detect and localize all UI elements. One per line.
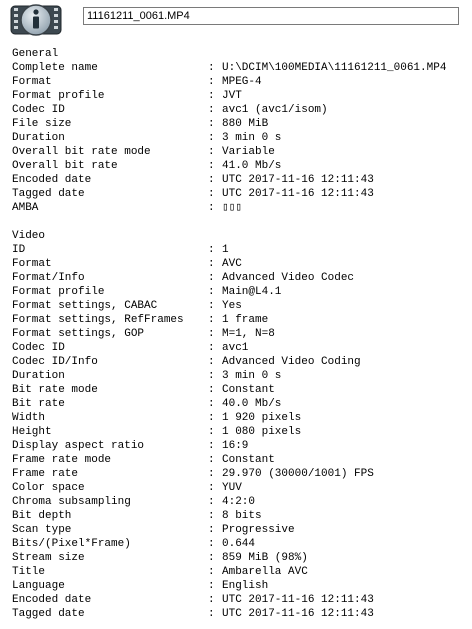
info-row: [12, 257, 468, 271]
field-separator: :: [208, 580, 215, 592]
info-row: [12, 299, 468, 313]
field-name: AMBA: [12, 202, 39, 214]
field-name: Scan type: [12, 524, 72, 536]
field-separator: :: [208, 356, 215, 368]
field-name: Format settings, GOP: [12, 328, 145, 340]
section-title: General: [12, 48, 59, 60]
field-name: File size: [12, 118, 72, 130]
field-name: Height: [12, 426, 52, 438]
info-row: [12, 593, 468, 607]
field-name: Tagged date: [12, 608, 85, 620]
info-row: [12, 439, 468, 453]
field-value: 29.970 (30000/1001) FPS: [222, 468, 374, 480]
info-row: [12, 481, 468, 495]
media-info-report: [12, 47, 468, 621]
field-value: M=1, N=8: [222, 328, 275, 340]
field-value: 40.0 Mb/s: [222, 398, 282, 410]
info-row: [12, 411, 468, 425]
info-icon[interactable]: [10, 2, 62, 38]
field-separator: :: [208, 510, 215, 522]
field-name: Overall bit rate: [12, 160, 118, 172]
field-value: 1 920 pixels: [222, 412, 302, 424]
info-row: [12, 75, 468, 89]
field-name: Bit depth: [12, 510, 72, 522]
field-value: 16:9: [222, 440, 249, 452]
info-row: [12, 103, 468, 117]
field-value: UTC 2017-11-16 12:11:43: [222, 608, 374, 620]
field-value: Constant: [222, 384, 275, 396]
field-separator: :: [208, 314, 215, 326]
field-value: Variable: [222, 146, 275, 158]
field-value: UTC 2017-11-16 12:11:43: [222, 594, 374, 606]
field-name: Format: [12, 76, 52, 88]
field-name: Complete name: [12, 62, 98, 74]
info-row: [12, 495, 468, 509]
field-value: 3 min 0 s: [222, 132, 282, 144]
field-value: 1: [222, 244, 229, 256]
field-value: U:\DCIM\100MEDIA\11161211_0061.MP4: [222, 62, 447, 74]
field-name: Codec ID: [12, 342, 65, 354]
section-spacer: [12, 215, 468, 229]
field-value: 41.0 Mb/s: [222, 160, 282, 172]
toolbar: [0, 0, 472, 40]
field-value: Yes: [222, 300, 242, 312]
field-name: Bit rate mode: [12, 384, 98, 396]
field-name: Format settings, CABAC: [12, 300, 158, 312]
info-row: [12, 145, 468, 159]
field-value: JVT: [222, 90, 242, 102]
field-value: avc1 (avc1/isom): [222, 104, 328, 116]
field-separator: :: [208, 342, 215, 354]
info-row: [12, 243, 468, 257]
field-separator: :: [208, 76, 215, 88]
field-name: Frame rate mode: [12, 454, 112, 466]
info-row: [12, 453, 468, 467]
field-name: Encoded date: [12, 174, 92, 186]
info-row: [12, 187, 468, 201]
field-name: Chroma subsampling: [12, 496, 131, 508]
info-row: [12, 159, 468, 173]
info-row: [12, 425, 468, 439]
field-name: Format/Info: [12, 272, 85, 284]
info-row: [12, 271, 468, 285]
field-name: Color space: [12, 482, 85, 494]
field-name: Encoded date: [12, 594, 92, 606]
info-row: [12, 537, 468, 551]
field-separator: :: [208, 90, 215, 102]
field-separator: :: [208, 468, 215, 480]
field-separator: :: [208, 440, 215, 452]
field-value: 880 MiB: [222, 118, 269, 130]
field-value: avc1: [222, 342, 249, 354]
file-name-field[interactable]: 11161211_0061.MP4: [83, 7, 459, 25]
info-row: [12, 397, 468, 411]
field-separator: :: [208, 328, 215, 340]
info-row: [12, 89, 468, 103]
field-name: Format profile: [12, 90, 105, 102]
field-separator: :: [208, 258, 215, 270]
field-name: Stream size: [12, 552, 85, 564]
field-separator: :: [208, 384, 215, 396]
info-row: [12, 579, 468, 593]
field-name: Codec ID: [12, 104, 65, 116]
field-value: Advanced Video Codec: [222, 272, 355, 284]
field-separator: :: [208, 104, 215, 116]
field-value: MPEG-4: [222, 76, 262, 88]
field-separator: :: [208, 524, 215, 536]
field-value: YUV: [222, 482, 242, 494]
info-row: [12, 565, 468, 579]
field-value: UTC 2017-11-16 12:11:43: [222, 188, 374, 200]
info-row: [12, 201, 468, 215]
field-value: Ambarella AVC: [222, 566, 308, 578]
info-row: [12, 131, 468, 145]
field-name: Format settings, RefFrames: [12, 314, 184, 326]
field-separator: :: [208, 272, 215, 284]
field-value: 1 frame: [222, 314, 269, 326]
field-value: 3 min 0 s: [222, 370, 282, 382]
info-row: [12, 523, 468, 537]
field-value: Progressive: [222, 524, 295, 536]
field-value: 1 080 pixels: [222, 426, 302, 438]
info-row: [12, 341, 468, 355]
field-separator: :: [208, 132, 215, 144]
field-value: 8 bits: [222, 510, 262, 522]
info-row: [12, 355, 468, 369]
info-row: [12, 509, 468, 523]
section-title: Video: [12, 230, 46, 242]
field-separator: :: [208, 118, 215, 130]
field-value: 0.644: [222, 538, 256, 550]
field-name: Display aspect ratio: [12, 440, 145, 452]
field-separator: :: [208, 552, 215, 564]
field-value: AVC: [222, 258, 242, 270]
field-separator: :: [208, 174, 215, 186]
info-row: [12, 61, 468, 75]
field-value: 4:2:0: [222, 496, 256, 508]
field-name: Language: [12, 580, 65, 592]
field-value: Main@L4.1: [222, 286, 282, 298]
field-separator: :: [208, 370, 215, 382]
field-separator: :: [208, 146, 215, 158]
field-name: Title: [12, 566, 46, 578]
field-name: Duration: [12, 132, 65, 144]
field-separator: :: [208, 566, 215, 578]
field-name: Width: [12, 412, 46, 424]
field-separator: :: [208, 482, 215, 494]
field-value: 859 MiB (98%): [222, 552, 308, 564]
field-value: English: [222, 580, 269, 592]
field-separator: :: [208, 412, 215, 424]
info-row: [12, 117, 468, 131]
field-separator: :: [208, 244, 215, 256]
field-separator: :: [208, 608, 215, 620]
field-name: Overall bit rate mode: [12, 146, 151, 158]
info-row: [12, 327, 468, 341]
info-row: [12, 313, 468, 327]
field-separator: :: [208, 496, 215, 508]
info-row: [12, 369, 468, 383]
field-value: Advanced Video Coding: [222, 356, 361, 368]
field-name: ID: [12, 244, 26, 256]
field-separator: :: [208, 398, 215, 410]
field-name: Format profile: [12, 286, 105, 298]
info-row: [12, 467, 468, 481]
field-name: Bit rate: [12, 398, 65, 410]
field-separator: :: [208, 454, 215, 466]
field-value: ▯▯▯: [222, 202, 242, 214]
field-name: Format: [12, 258, 52, 270]
info-row: [12, 551, 468, 565]
info-row: [12, 607, 468, 621]
field-name: Frame rate: [12, 468, 79, 480]
field-separator: :: [208, 62, 215, 74]
field-separator: :: [208, 538, 215, 550]
info-row: [12, 285, 468, 299]
field-separator: :: [208, 286, 215, 298]
field-separator: :: [208, 188, 215, 200]
field-name: Duration: [12, 370, 65, 382]
field-name: Bits/(Pixel*Frame): [12, 538, 131, 550]
field-separator: :: [208, 300, 215, 312]
info-row: [12, 173, 468, 187]
field-separator: :: [208, 160, 215, 172]
field-value: Constant: [222, 454, 275, 466]
field-value: UTC 2017-11-16 12:11:43: [222, 174, 374, 186]
field-separator: :: [208, 594, 215, 606]
info-row: [12, 383, 468, 397]
field-name: Tagged date: [12, 188, 85, 200]
field-separator: :: [208, 426, 215, 438]
field-name: Codec ID/Info: [12, 356, 98, 368]
field-separator: :: [208, 202, 215, 214]
